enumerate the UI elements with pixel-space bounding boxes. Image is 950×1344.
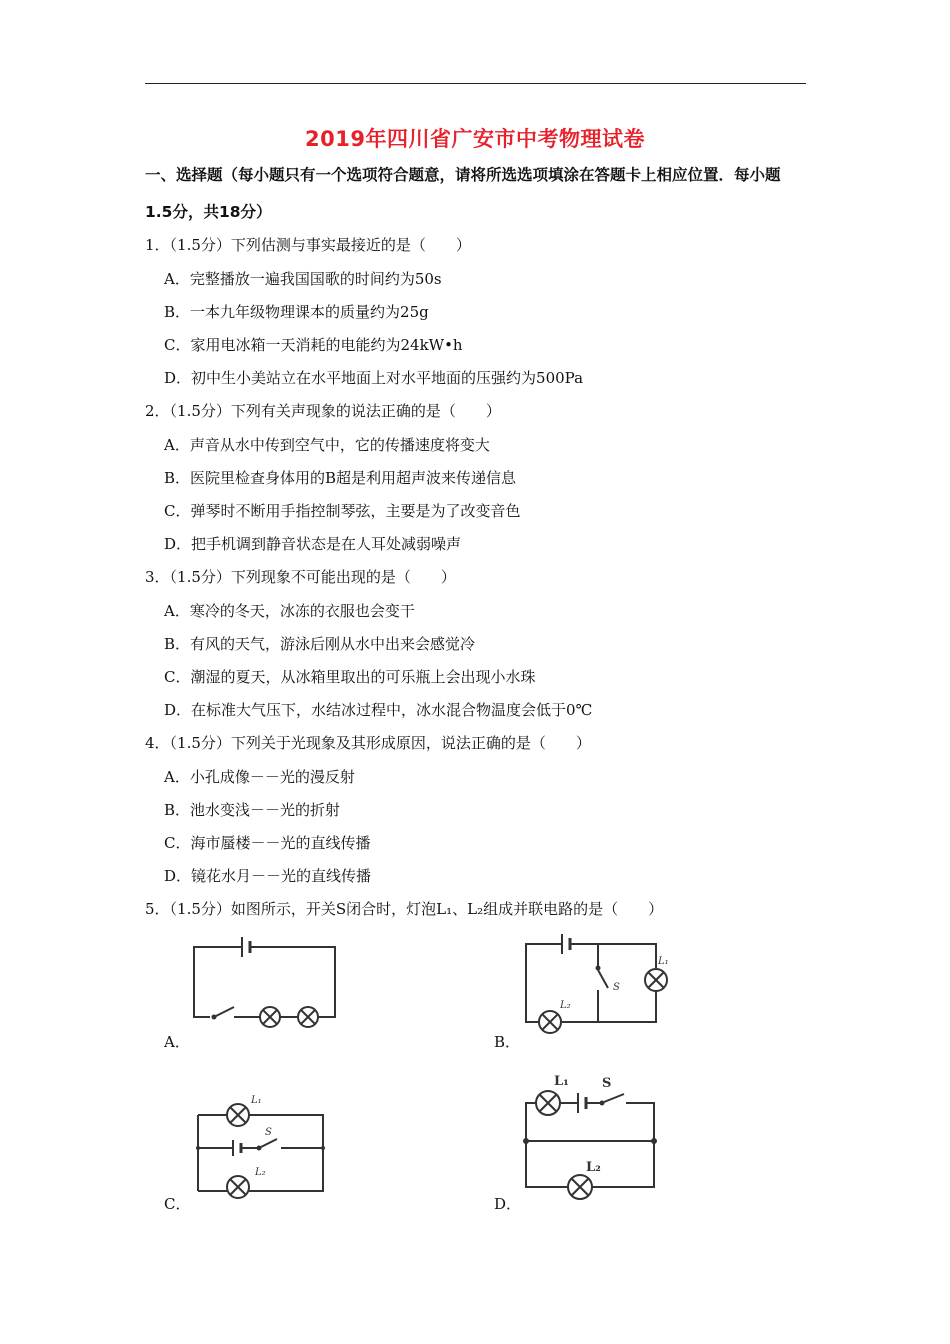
question-3-option-b: B．有风的天气，游泳后刚从水中出来会感觉冷 (164, 635, 476, 653)
question-4-option-d: D．镜花水月－－光的直线传播 (164, 867, 372, 885)
question-5-stem: 5．（1.5分）如图所示，开关S闭合时，灯泡L₁、L₂组成并联电路的是（ ） (145, 900, 664, 918)
question-3-stem: 3．（1.5分）下列现象不可能出现的是（ ） (145, 568, 456, 586)
question-1-option-d: D．初中生小美站立在水平地面上对水平地面的压强约为500Pa (164, 369, 584, 387)
section-heading-line1: 一、选择题（每小题只有一个选项符合题意，请将所选选项填涂在答题卡上相应位置．每小题 (145, 166, 781, 184)
circuit-diagram-b (520, 930, 670, 1030)
question-1-option-c: C．家用电冰箱一天消耗的电能约为24kW•h (164, 336, 463, 354)
question-2-option-a: A．声音从水中传到空气中，它的传播速度将变大 (164, 436, 490, 454)
question-2-stem: 2．（1.5分）下列有关声现象的说法正确的是（ ） (145, 402, 501, 420)
circuit-diagram-a (190, 935, 340, 1035)
question-3-option-d: D．在标准大气压下，水结冰过程中，冰水混合物温度会低于0℃ (164, 701, 593, 719)
question-1-stem: 1．（1.5分）下列估测与事实最接近的是（ ） (145, 236, 471, 254)
option-b-label: B． (494, 1033, 521, 1051)
question-3-option-c: C．潮湿的夏天，从冰箱里取出的可乐瓶上会出现小水珠 (164, 668, 536, 686)
label-s: S (602, 1076, 612, 1091)
question-2-option-d: D．把手机调到静音状态是在人耳处减弱噪声 (164, 535, 462, 553)
label-l1: L₁ (554, 1074, 569, 1089)
label-s: S (265, 1127, 272, 1138)
label-l1: L₁ (658, 956, 669, 967)
question-2-option-b: B．医院里检查身体用的B超是利用超声波来传递信息 (164, 469, 517, 487)
question-4-stem: 4．（1.5分）下列关于光现象及其形成原因，说法正确的是（ ） (145, 734, 591, 752)
question-4-option-c: C．海市蜃楼－－光的直线传播 (164, 834, 371, 852)
label-l1: L₁ (251, 1095, 262, 1106)
label-l2: L₂ (560, 1000, 571, 1011)
question-3-option-a: A．寒冷的冬天，冰冻的衣服也会变干 (164, 602, 415, 620)
question-1-option-a: A．完整播放一遍我国国歌的时间约为50s (164, 270, 442, 288)
question-1-option-b: B．一本九年级物理课本的质量约为25g (164, 303, 429, 321)
circuit-diagram-c (195, 1095, 330, 1205)
option-c-label: C． (164, 1195, 191, 1213)
label-s: S (613, 982, 620, 993)
circuit-diagram-d (520, 1075, 660, 1205)
option-d-label: D． (494, 1195, 522, 1213)
page-title: 2019年四川省广安市中考物理试卷 (305, 127, 645, 151)
option-a-label: A． (164, 1033, 190, 1051)
header-rule (145, 83, 806, 84)
section-heading-line2: 1.5分，共18分） (145, 203, 272, 221)
question-4-option-b: B．池水变浅－－光的折射 (164, 801, 341, 819)
question-4-option-a: A．小孔成像－－光的漫反射 (164, 768, 355, 786)
label-l2: L₂ (255, 1167, 266, 1178)
label-l2: L₂ (586, 1160, 601, 1175)
question-2-option-c: C．弹琴时不断用手指控制琴弦，主要是为了改变音色 (164, 502, 521, 520)
